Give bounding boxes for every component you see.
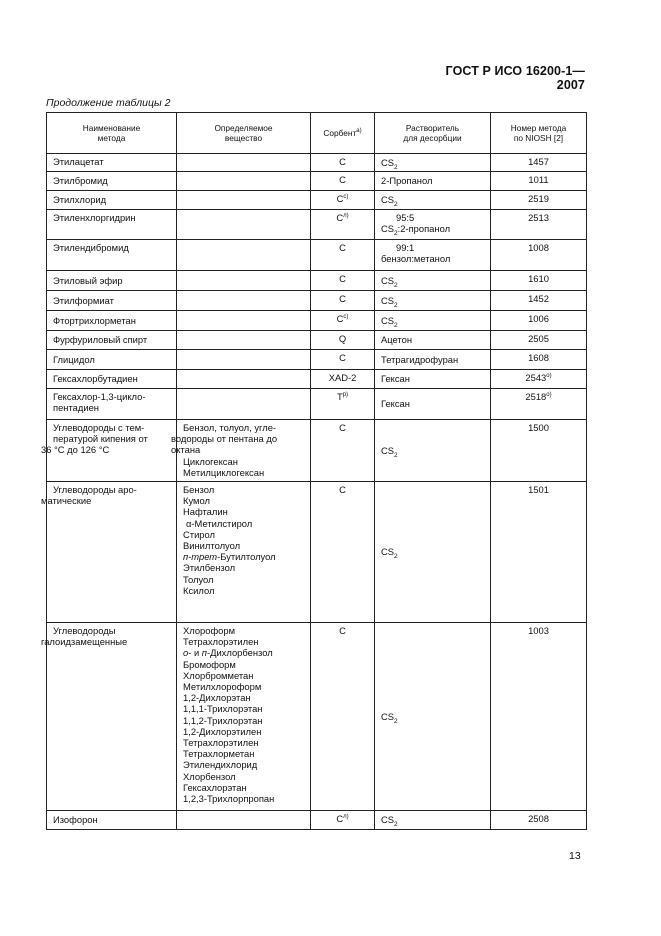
sorbent-footnote: л) — [343, 813, 349, 820]
method-name: Фурфуриловый спирт — [47, 331, 177, 350]
substance: Гексахлорэтан — [183, 781, 247, 793]
niosh-number: 1452 — [491, 291, 587, 311]
method-name: Этилбромид — [47, 172, 177, 191]
substance — [177, 154, 311, 172]
sorbent: С — [311, 240, 375, 271]
substance-list — [177, 482, 311, 623]
header-sorbent-footnote: а) — [356, 127, 362, 134]
method-name: Этилхлорид — [47, 191, 177, 210]
niosh-number: 1608 — [491, 350, 587, 370]
substance: Хлороформ — [183, 625, 236, 636]
solvent — [375, 154, 491, 172]
solvent — [375, 210, 491, 240]
sorbent: XAD-2 — [311, 370, 375, 389]
solvent-subscript: 2 — [394, 281, 398, 289]
substance-text: - и — [188, 647, 202, 659]
header-substance-line1: Определяемое — [214, 122, 273, 133]
niosh-number: 2508 — [491, 811, 587, 830]
solvent — [375, 291, 491, 311]
table-row — [47, 154, 587, 172]
sorbent — [311, 191, 375, 210]
solvent: Ацетон — [375, 331, 491, 350]
substance: Бензол — [183, 484, 215, 495]
substance: Стирол — [183, 528, 215, 540]
solvent-text: CS — [381, 194, 395, 206]
substance — [177, 210, 311, 240]
substance: Бромоформ — [183, 658, 236, 670]
substance-list — [171, 420, 311, 482]
table-row — [47, 291, 587, 311]
table-row — [47, 271, 587, 291]
niosh-number — [491, 389, 587, 420]
header-sorbent-text: Сорбент — [323, 127, 357, 138]
solvent-text: CS — [381, 546, 395, 558]
sorbent — [311, 389, 375, 420]
substance: Ксилол — [183, 584, 215, 596]
substance — [177, 240, 311, 271]
table-caption: Продолжение таблицы 2 — [46, 97, 171, 109]
sorbent-footnote: р) — [342, 391, 349, 398]
sorbent: С — [311, 154, 375, 172]
solvent-subscript: 2 — [394, 230, 398, 238]
substance: октана — [171, 444, 201, 456]
sorbent-text: Т — [336, 391, 343, 402]
solvent-text: CS — [381, 274, 395, 286]
substance: Винилтолуол — [183, 540, 241, 552]
substance-text: -Дихлорбензол — [206, 647, 273, 659]
solvent — [375, 482, 491, 623]
method-name: Этилформиат — [47, 291, 177, 311]
method-name-line2: матические — [41, 495, 92, 507]
solvent: Гексан — [375, 389, 491, 420]
substance-list — [177, 623, 311, 811]
table-row — [47, 191, 587, 210]
method-name: Этиленхлоргидрин — [47, 210, 177, 240]
sorbent: С — [311, 271, 375, 291]
header-substance — [177, 113, 311, 154]
sorbent-footnote: с) — [343, 193, 349, 200]
substance — [177, 331, 311, 350]
substance — [177, 172, 311, 191]
substance: Бензол, толуол, угле- — [183, 422, 277, 433]
header-niosh-number — [491, 113, 587, 154]
methods-table — [41, 112, 587, 830]
niosh-number: 1008 — [491, 240, 587, 271]
method-name — [47, 389, 177, 420]
solvent-subscript: 2 — [394, 717, 398, 725]
niosh-number-text: 2518 — [525, 391, 547, 402]
method-name: Этилендибромид — [47, 240, 177, 271]
substance — [177, 389, 311, 420]
solvent-text: CS — [381, 710, 395, 722]
niosh-number: 1501 — [491, 482, 587, 623]
header-sorbent — [311, 113, 375, 154]
header-number-line1: Номер метода — [510, 122, 567, 133]
solvent — [375, 311, 491, 331]
solvent-mixture: бензол:метанол — [381, 253, 451, 265]
header-method — [47, 113, 177, 154]
niosh-number-footnote: о) — [546, 391, 552, 398]
substance-text: -Бутилтолуол — [217, 551, 276, 563]
substance: Толуол — [183, 573, 214, 585]
table-row — [47, 331, 587, 350]
method-name-line1: Гексахлор-1,3-цикло- — [53, 391, 146, 402]
substance: 1,1,2-Трихлорэтан — [183, 714, 263, 726]
substance-prefix: п-трет — [183, 551, 218, 563]
table-row — [47, 210, 587, 240]
sorbent-text: С — [336, 212, 344, 223]
table-row — [47, 240, 587, 271]
substance: Этилендихлорид — [183, 759, 258, 771]
niosh-number: 1457 — [491, 154, 587, 172]
method-name-line2: пературой кипения от — [53, 433, 148, 445]
method-name-line2: пентадиен — [53, 402, 99, 414]
substance: 1,1,1-Трихлорэтан — [183, 703, 263, 715]
substance: α-Метилстирол — [186, 517, 253, 529]
niosh-number: 2505 — [491, 331, 587, 350]
table-row — [47, 623, 587, 811]
solvent-subscript: 2 — [394, 301, 398, 309]
substance: водороды от пентана до — [171, 433, 278, 445]
niosh-number: 1500 — [491, 420, 587, 482]
sorbent-footnote: с) — [343, 313, 349, 320]
solvent — [375, 271, 491, 291]
substance — [177, 311, 311, 331]
substance: 1,2-Дихлорэтилен — [183, 725, 262, 737]
header-solvent-line2: для десорбции — [403, 133, 462, 143]
substance-prefix: п — [201, 647, 207, 659]
substance: Тетрахлорэтилен — [183, 636, 259, 648]
sorbent: С — [311, 350, 375, 370]
method-name: Этиловый эфир — [47, 271, 177, 291]
niosh-number: 1011 — [491, 172, 587, 191]
table-row — [47, 350, 587, 370]
solvent-subscript: 2 — [394, 163, 398, 171]
solvent-mixture — [381, 223, 484, 238]
solvent-text: CS — [381, 814, 395, 826]
sorbent-text: С — [336, 193, 344, 204]
solvent — [375, 191, 491, 210]
method-name-line2: галоидзамещенные — [41, 636, 128, 648]
table-row — [47, 370, 587, 389]
solvent: 2-Пропанол — [375, 172, 491, 191]
solvent-text: CS — [381, 156, 395, 168]
solvent-text: :2-пропанол — [397, 223, 451, 235]
table-row — [47, 311, 587, 331]
method-name: Глицидол — [47, 350, 177, 370]
substance: Метилхлороформ — [183, 681, 262, 693]
method-name: Фтортрихлорметан — [47, 311, 177, 331]
niosh-number: 1610 — [491, 271, 587, 291]
sorbent — [311, 210, 375, 240]
sorbent-text: С — [336, 813, 344, 824]
header-solvent — [375, 113, 491, 154]
method-name: Этилацетат — [47, 154, 177, 172]
niosh-number: 1006 — [491, 311, 587, 331]
sorbent — [311, 811, 375, 830]
niosh-number-text: 2543 — [525, 372, 547, 383]
page-number: 13 — [569, 850, 581, 862]
table-row — [47, 482, 587, 623]
method-name-line1: Углеводороды аро- — [53, 484, 137, 495]
sorbent-footnote: л) — [343, 212, 349, 219]
solvent-subscript: 2 — [394, 201, 398, 209]
niosh-number: 2513 — [491, 210, 587, 240]
substance: Тетрахлорэтилен — [183, 737, 259, 749]
table-row — [47, 172, 587, 191]
header-method-line1: Наименование — [82, 122, 141, 133]
niosh-number-footnote: о) — [546, 372, 552, 379]
substance: Тетрахлорметан — [183, 748, 255, 760]
solvent-subscript: 2 — [394, 821, 398, 829]
substance: Кумол — [183, 495, 210, 507]
substance: Этилбензол — [183, 562, 236, 574]
solvent-text: CS — [381, 294, 395, 306]
solvent-ratio: 99:1 — [396, 242, 415, 253]
substance — [183, 647, 304, 658]
solvent — [375, 811, 491, 830]
method-name — [41, 482, 177, 623]
solvent — [375, 420, 491, 482]
substance — [177, 811, 311, 830]
solvent-subscript: 2 — [394, 451, 398, 459]
table-row — [47, 420, 587, 482]
solvent-subscript: 2 — [394, 553, 398, 561]
method-name-line1: Углеводороды с тем- — [53, 422, 145, 433]
table-header-row — [47, 113, 587, 154]
niosh-number: 2519 — [491, 191, 587, 210]
niosh-number: 1003 — [491, 623, 587, 811]
method-name: Гексахлорбутадиен — [47, 370, 177, 389]
method-name — [41, 420, 177, 482]
substance: Хлорбромметан — [183, 669, 254, 681]
sorbent: С — [311, 420, 375, 482]
document-standard-header: ГОСТ Р ИСО 16200-1—2007 — [445, 64, 585, 92]
solvent — [375, 623, 491, 811]
substance — [177, 291, 311, 311]
substance: Хлорбензол — [183, 770, 236, 782]
header-solvent-line1: Растворитель — [405, 122, 460, 133]
method-name — [41, 623, 177, 811]
method-name: Изофорон — [47, 811, 177, 830]
header-method-line2: метода — [97, 133, 126, 143]
table-row — [47, 389, 587, 420]
sorbent-text: С — [336, 313, 344, 324]
solvent-subscript: 2 — [394, 321, 398, 329]
sorbent — [311, 311, 375, 331]
solvent: Тетрагидрофуран — [375, 350, 491, 370]
method-name-line3: 36 °С до 126 °С — [41, 444, 110, 456]
substance — [177, 350, 311, 370]
substance: Метилциклогексан — [183, 466, 265, 478]
sorbent: С — [311, 172, 375, 191]
header-number-line2: по NIOSH [2] — [513, 133, 564, 143]
solvent: Гексан — [375, 370, 491, 389]
substance: Нафталин — [183, 506, 228, 518]
sorbent: С — [311, 623, 375, 811]
sorbent: Q — [311, 331, 375, 350]
solvent-ratio: 95:5 — [396, 212, 415, 223]
method-name-line1: Углеводороды — [53, 625, 116, 636]
substance: Циклогексан — [183, 455, 238, 467]
substance — [177, 370, 311, 389]
solvent-text: CS — [381, 314, 395, 326]
substance: 1,2,3-Трихлорпропан — [183, 793, 275, 805]
substance — [177, 271, 311, 291]
sorbent: С — [311, 291, 375, 311]
solvent — [375, 240, 491, 271]
substance-prefix: о — [183, 647, 189, 659]
solvent-text: CS — [381, 223, 395, 235]
substance — [183, 551, 304, 562]
table-row — [47, 811, 587, 830]
header-substance-line2: вещество — [224, 133, 263, 143]
solvent-text: CS — [381, 444, 395, 456]
substance — [177, 191, 311, 210]
substance: 1,2-Дихлорэтан — [183, 692, 251, 704]
sorbent: С — [311, 482, 375, 623]
niosh-number — [491, 370, 587, 389]
